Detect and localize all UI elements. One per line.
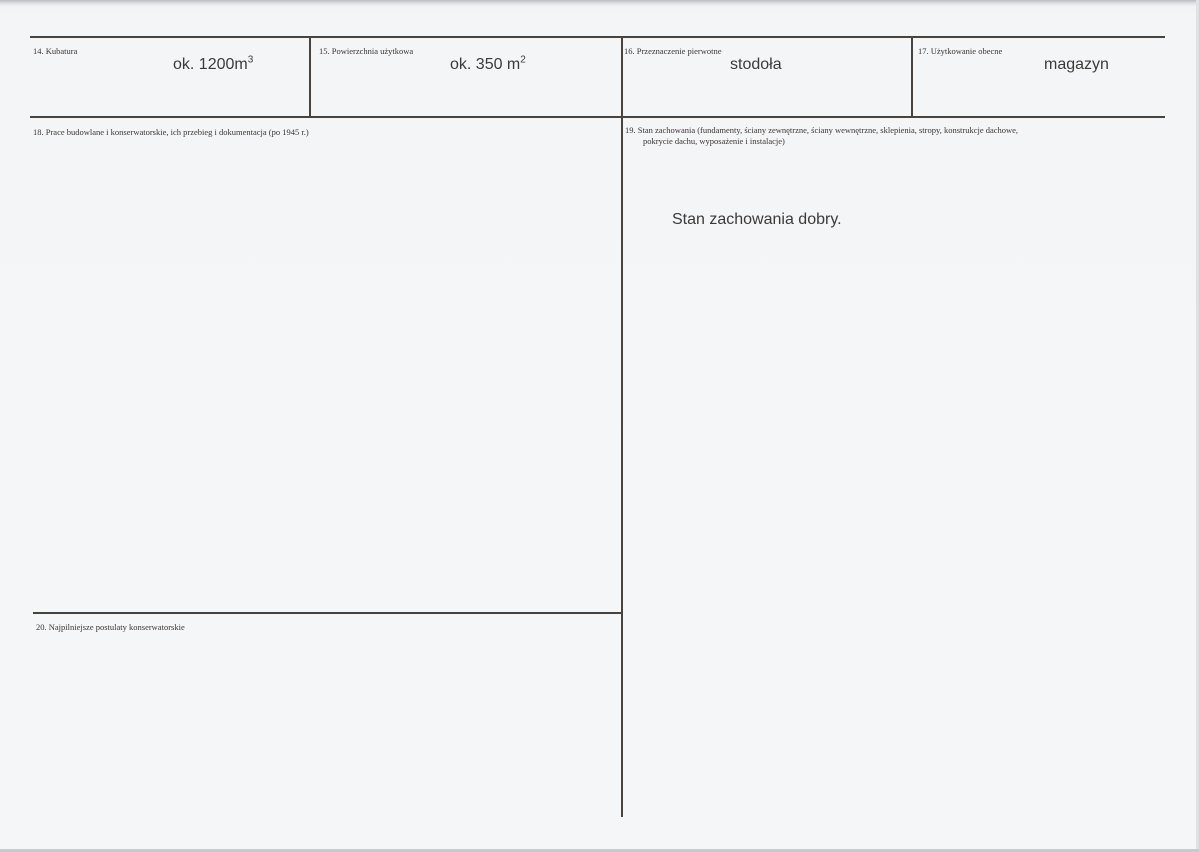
field-14-value[interactable] xyxy=(173,56,253,74)
field-15-label: 15. Powierzchnia użytkowa xyxy=(319,46,414,56)
rule-v-16-17 xyxy=(911,37,913,117)
rule-v-center xyxy=(621,37,623,817)
field-16-label: 16. Przeznaczenie pierwotne xyxy=(624,46,722,56)
rule-field-20-top xyxy=(33,612,622,614)
field-19-label: 19. Stan zachowania (fundamenty, ściany zewnętrzne, ściany wewnętrzne, sklepienia, stropy, konstrukcje dachowe, xyxy=(625,125,1019,135)
field-15-value[interactable] xyxy=(450,56,526,74)
field-14-value-exponent: 3 xyxy=(247,54,254,66)
field-14-value-text: ok. 1200m xyxy=(173,56,248,73)
field-15-value-text: ok. 350 m xyxy=(450,56,521,73)
field-18-area[interactable] xyxy=(33,142,619,608)
scan-top-shadow xyxy=(0,0,1199,6)
field-20-label: 20. Najpilniejsze postulaty konserwatorskie xyxy=(36,622,185,632)
rule-v-14-15 xyxy=(309,37,311,117)
field-18-label: 18. Prace budowlane i konserwatorskie, ich przebieg i dokumentacja (po 1945 r.) xyxy=(33,127,309,137)
field-14-label: 14. Kubatura xyxy=(33,46,78,56)
field-20-area[interactable] xyxy=(33,637,619,813)
field-15-value-exponent: 2 xyxy=(520,54,526,66)
field-19-label-line2: pokrycie dachu, wyposażenie i instalacje) xyxy=(643,136,785,146)
field-16-value[interactable]: stodoła xyxy=(730,56,782,73)
field-17-value[interactable]: magazyn xyxy=(1044,56,1109,73)
field-17-label: 17. Użytkowanie obecne xyxy=(918,46,1003,56)
rule-row1-bottom xyxy=(30,116,1165,118)
rule-top xyxy=(30,36,1165,38)
field-19-value[interactable]: Stan zachowania dobry. xyxy=(672,211,842,228)
